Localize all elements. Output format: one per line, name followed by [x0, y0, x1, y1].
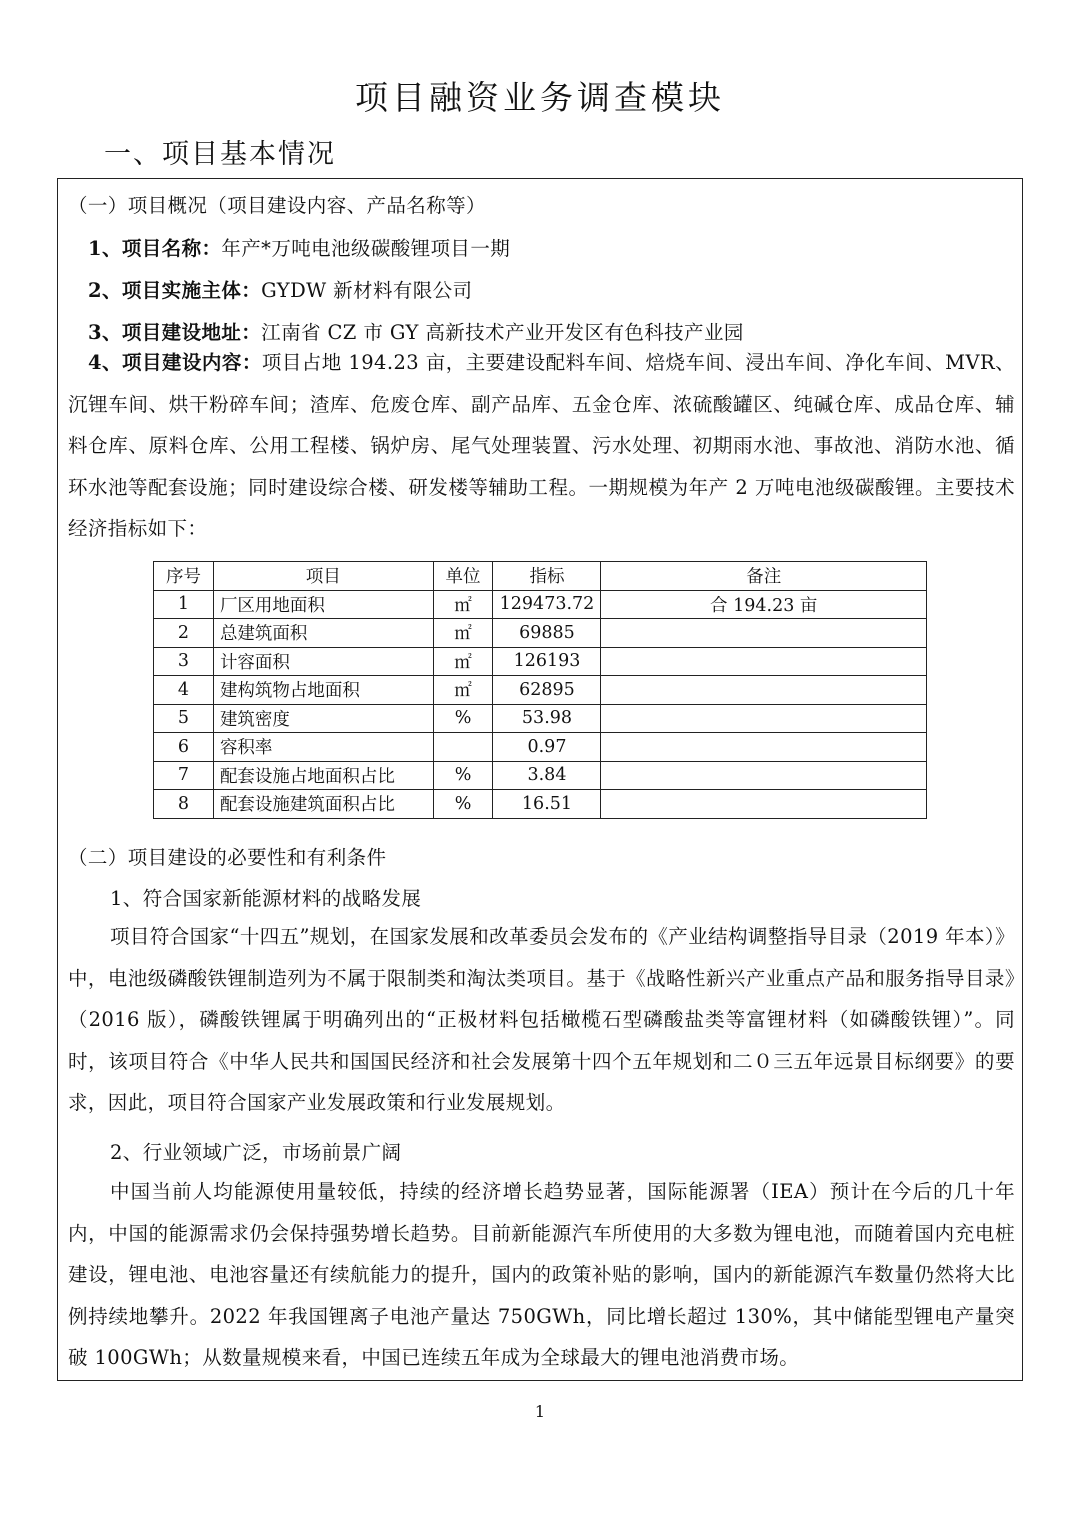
- cell-item: 厂区用地面积: [213, 590, 433, 619]
- cell-unit: %: [433, 761, 493, 790]
- item1-value: 年产*万吨电池级碳酸锂项目一期: [221, 237, 511, 260]
- table-row: [154, 790, 927, 819]
- part2-sub1: 1、符合国家新能源材料的战略发展: [110, 887, 422, 910]
- cell-unit: ㎡: [433, 590, 493, 619]
- header-cell: 指标: [493, 562, 601, 591]
- cell-value: 0.97: [493, 733, 601, 762]
- table-row: [154, 676, 927, 705]
- cell-item: 建构筑物占地面积: [213, 676, 433, 705]
- header-cell: 项目: [213, 562, 433, 591]
- cell-note: [601, 676, 927, 705]
- cell-item: 建筑密度: [213, 704, 433, 733]
- item2-value: GYDW 新材料有限公司: [261, 279, 473, 302]
- cell-no: 4: [154, 676, 214, 705]
- cell-note: [601, 704, 927, 733]
- section-heading: 一、项目基本情况: [104, 139, 336, 170]
- cell-unit: [433, 733, 493, 762]
- cell-note: [601, 647, 927, 676]
- cell-no: 6: [154, 733, 214, 762]
- item3-value: 江南省 CZ 市 GY 高新技术产业开发区有色科技产业园: [261, 321, 744, 344]
- part2-sub2: 2、行业领域广泛，市场前景广阔: [110, 1141, 402, 1164]
- cell-no: 2: [154, 619, 214, 648]
- header-cell: 备注: [601, 562, 927, 591]
- cell-no: 3: [154, 647, 214, 676]
- part2-para1: 项目符合国家“十四五”规划，在国家发展和改革委员会发布的《产业结构调整指导目录（2019 年本）》中，电池级磷酸铁锂制造列为不属于限制类和淘汰类项目。基于《战略性新兴产业重点产品和服务指导目录》（2016 版），磷酸铁锂属于明确列出的“正极材料包括橄榄石型磷酸盐类等富锂材料（如磷酸铁锂）”。同时，该项目符合《中华人民共和国国民经济和社会发展第十四个五年规划和二０三五年远景目标纲要》的要求，因此，项目符合国家产业发展政策和行业发展规划。: [68, 925, 1015, 1114]
- cell-item: 计容面积: [213, 647, 433, 676]
- cell-note: [601, 619, 927, 648]
- cell-no: 8: [154, 790, 214, 819]
- table-header-row: [154, 562, 927, 591]
- cell-value: 126193: [493, 647, 601, 676]
- cell-unit: ㎡: [433, 619, 493, 648]
- cell-unit: ㎡: [433, 676, 493, 705]
- item4-value: 项目占地 194.23 亩，主要建设配料车间、焙烧车间、浸出车间、净化车间、MVR、沉锂车间、烘干粉碎车间；渣库、危废仓库、副产品库、五金仓库、浓硫酸罐区、纯碱仓库、成品仓库、辅料仓库、原料仓库、公用工程楼、锅炉房、尾气处理装置、污水处理、初期雨水池、事故池、消防水池、循环水池等配套设施；同时建设综合楼、研发楼等辅助工程。一期规模为年产 2 万吨电池级碳酸锂。主要技术经济指标如下：: [68, 351, 1015, 540]
- part1-heading: （一）项目概况（项目建设内容、产品名称等）: [68, 194, 486, 217]
- table-row: [154, 619, 927, 648]
- cell-item: 配套设施建筑面积占比: [213, 790, 433, 819]
- table-row: [154, 733, 927, 762]
- item3-label: 3、项目建设地址：: [88, 321, 262, 344]
- item1-label: 1、项目名称：: [88, 237, 222, 260]
- table-row: [154, 590, 927, 619]
- cell-note: [601, 790, 927, 819]
- cell-no: 5: [154, 704, 214, 733]
- part2-heading: （二）项目建设的必要性和有利条件: [68, 846, 387, 869]
- cell-item: 容积率: [213, 733, 433, 762]
- item-address: [88, 317, 744, 345]
- item4-label: 4、项目建设内容：: [88, 351, 262, 374]
- cell-unit: %: [433, 704, 493, 733]
- cell-value: 16.51: [493, 790, 601, 819]
- document-title: 项目融资业务调查模块: [355, 78, 725, 117]
- cell-value: 69885: [493, 619, 601, 648]
- item-implementer: [88, 275, 472, 303]
- cell-value: 53.98: [493, 704, 601, 733]
- item-construction-content: [68, 342, 1015, 550]
- header-cell: 单位: [433, 562, 493, 591]
- page-number: 1: [534, 1402, 546, 1421]
- table-row: [154, 761, 927, 790]
- cell-unit: ㎡: [433, 647, 493, 676]
- cell-note: 合 194.23 亩: [601, 590, 927, 619]
- cell-no: 1: [154, 590, 214, 619]
- cell-note: [601, 733, 927, 762]
- table-row: [154, 704, 927, 733]
- table-row: [154, 647, 927, 676]
- item-project-name: [88, 233, 510, 261]
- header-cell: 序号: [154, 562, 214, 591]
- part2-para2: 中国当前人均能源使用量较低，持续的经济增长趋势显著，国际能源署（IEA）预计在今后的几十年内，中国的能源需求仍会保持强势增长趋势。目前新能源汽车所使用的大多数为锂电池，而随着国内充电桩建设，锂电池、电池容量还有续航能力的提升，国内的政策补贴的影响，国内的新能源汽车数量仍然将大比例持续地攀升。2022 年我国锂离子电池产量达 750GWh，同比增长超过 130%，其中储能型锂电产量突破 100GWh；从数量规模来看，中国已连续五年成为全球最大的锂电池消费市场。: [68, 1180, 1015, 1369]
- tech-indicators-table: [153, 561, 927, 819]
- cell-item: 配套设施占地面积占比: [213, 761, 433, 790]
- cell-note: [601, 761, 927, 790]
- cell-value: 129473.72: [493, 590, 601, 619]
- cell-unit: %: [433, 790, 493, 819]
- cell-no: 7: [154, 761, 214, 790]
- cell-value: 3.84: [493, 761, 601, 790]
- item2-label: 2、项目实施主体：: [88, 279, 262, 302]
- cell-item: 总建筑面积: [213, 619, 433, 648]
- cell-value: 62895: [493, 676, 601, 705]
